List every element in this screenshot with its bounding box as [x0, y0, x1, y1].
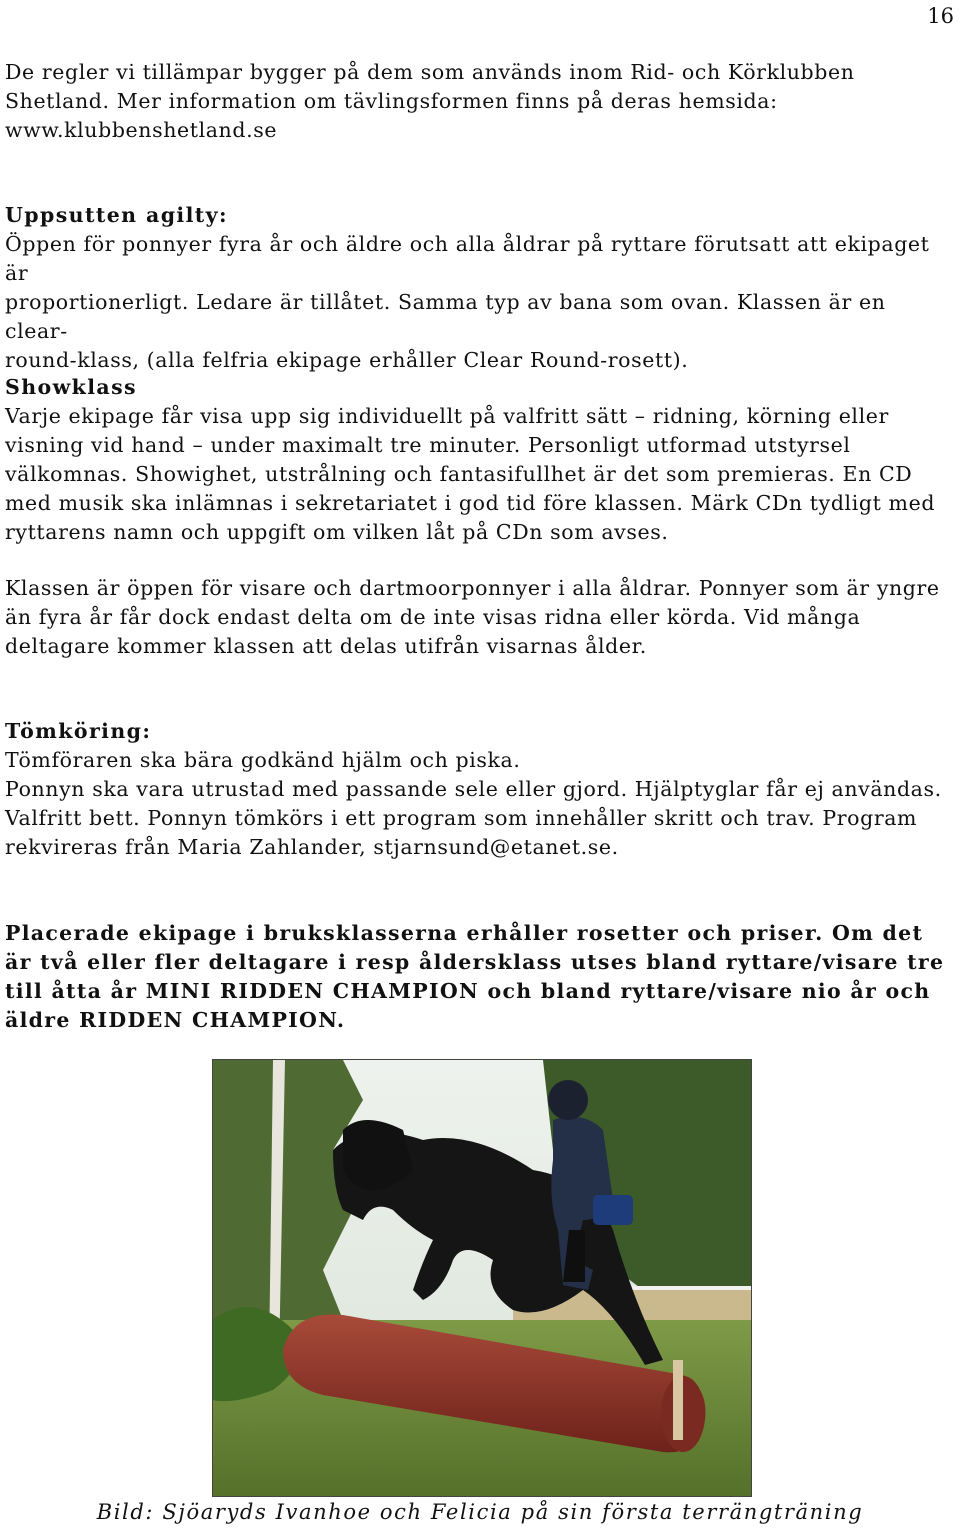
- placerade-paragraph: [5, 919, 950, 1035]
- showklass-line: Varje ekipage får visa upp sig individuellt på valfritt sätt – ridning, körning eller: [5, 404, 889, 428]
- page-number: 16: [927, 4, 954, 28]
- intro-line: De regler vi tillämpar bygger på dem som används inom Rid- och Körklubben: [5, 60, 855, 84]
- eligibility-line: Klassen är öppen för visare och dartmoorponnyer i alla åldrar. Ponnyer som är yngre: [5, 576, 940, 600]
- eligibility-line: än fyra år får dock endast delta om de inte visas ridna eller körda. Vid många: [5, 605, 861, 629]
- agility-line: round-klass, (alla felfria ekipage erhåller Clear Round-rosett).: [5, 348, 689, 372]
- tomkoring-section: [5, 717, 950, 862]
- showklass-line: ryttarens namn och uppgift om vilken låt på CDn som avses.: [5, 520, 669, 544]
- tomkoring-heading: Tömköring:: [5, 719, 152, 743]
- agility-section: [5, 201, 950, 375]
- showklass-heading: Showklass: [5, 375, 137, 399]
- pony-jumping-photo: [212, 1059, 752, 1497]
- placerade-line: är två eller fler deltagare i resp åldersklass utses bland ryttare/visare tre: [5, 950, 945, 974]
- tomkoring-line: rekvireras från Maria Zahlander, stjarnsund@etanet.se.: [5, 835, 619, 859]
- saddle-pad: [593, 1195, 633, 1225]
- agility-line: proportionerligt. Ledare är tillåtet. Samma typ av bana som ovan. Klassen är en clear-: [5, 290, 886, 343]
- placerade-line: äldre RIDDEN CHAMPION.: [5, 1008, 346, 1032]
- placerade-line: till åtta år MINI RIDDEN CHAMPION och bland ryttare/visare nio år och: [5, 979, 931, 1003]
- agility-line: Öppen för ponnyer fyra år och äldre och alla åldrar på ryttare förutsatt att ekipaget är: [5, 232, 930, 285]
- showklass-eligibility: [5, 574, 950, 661]
- rider-helmet: [548, 1080, 588, 1120]
- showklass-line: visning vid hand – under maximalt tre minuter. Personligt utformad utstyrsel: [5, 433, 851, 457]
- jump-stake: [673, 1360, 683, 1440]
- agility-heading: Uppsutten agilty:: [5, 203, 228, 227]
- showklass-section: [5, 373, 950, 547]
- intro-link[interactable]: www.klubbenshetland.se: [5, 118, 278, 142]
- tomkoring-line: Ponnyn ska vara utrustad med passande sele eller gjord. Hjälptyglar får ej användas.: [5, 777, 942, 801]
- tomkoring-line: Tömföraren ska bära godkänd hjälm och piska.: [5, 748, 521, 772]
- intro-line: Shetland. Mer information om tävlingsformen finns på deras hemsida:: [5, 89, 778, 113]
- photo-caption: Bild: Sjöaryds Ivanhoe och Felicia på sin första terrängträning: [96, 1500, 864, 1524]
- photo-illustration: [213, 1060, 751, 1496]
- placerade-line: Placerade ekipage i bruksklasserna erhåller rosetter och priser. Om det: [5, 921, 924, 945]
- showklass-line: med musik ska inlämnas i sekretariatet i god tid före klassen. Märk CDn tydligt med: [5, 491, 936, 515]
- tomkoring-line: Valfritt bett. Ponnyn tömkörs i ett program som innehåller skritt och trav. Program: [5, 806, 918, 830]
- showklass-line: välkomnas. Showighet, utstrålning och fantasifullhet är det som premieras. En CD: [5, 462, 913, 486]
- intro-paragraph: [5, 58, 950, 145]
- eligibility-line: deltagare kommer klassen att delas utifrån visarnas ålder.: [5, 634, 647, 658]
